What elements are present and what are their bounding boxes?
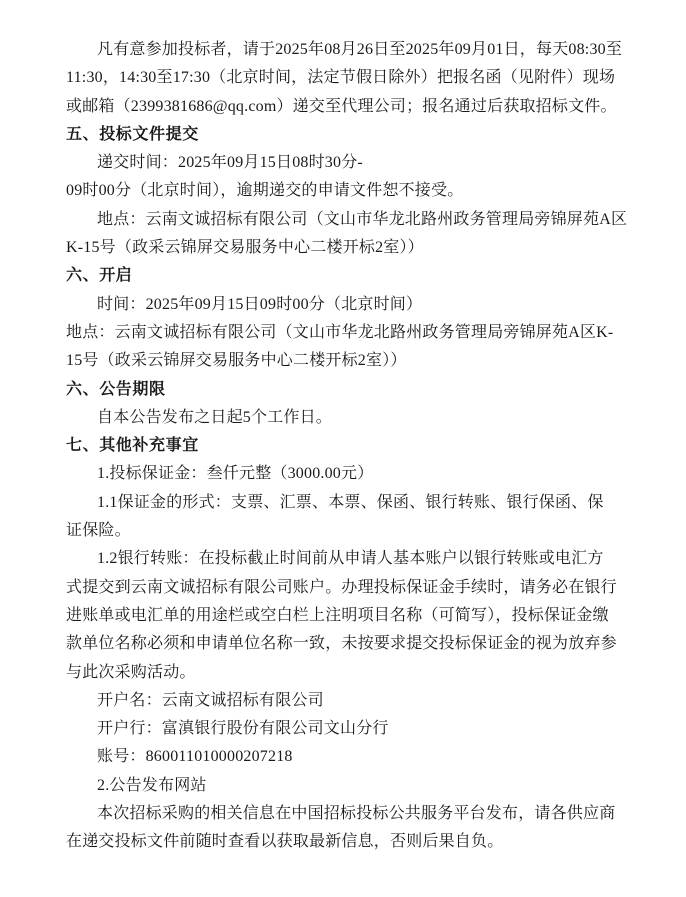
text-line: 证保险。	[66, 522, 131, 540]
text-line: 式提交到云南文诚招标有限公司账户。办理投标保证金手续时，请务必在银行	[66, 578, 617, 596]
text-line: 在递交投标文件前随时查看以获取最新信息，否则后果自负。	[66, 833, 504, 851]
text-line: 或邮箱（2399381686@qq.com）递交至代理公司；报名通过后获取招标文件。	[66, 97, 617, 115]
section-heading: 六、开启	[66, 267, 133, 285]
text-line: 递交时间：2025年09月15日08时30分-	[97, 154, 363, 172]
text-line: 09时00分（北京时间），逾期递交的申请文件恕不接受。	[66, 182, 464, 200]
text-line: 地点：云南文诚招标有限公司（文山市华龙北路州政务管理局旁锦屏苑A区	[97, 210, 628, 228]
text-line: 账号：860011010000207218	[97, 748, 293, 766]
text-line: 与此次采购活动。	[66, 663, 196, 681]
text-line: 15号（政采云锦屏交易服务中心二楼开标2室））	[66, 352, 407, 370]
text-line: 11:30，14:30至17:30（北京时间，法定节假日除外）把报名函（见附件）现场	[66, 69, 616, 87]
text-line: 开户名：云南文诚招标有限公司	[97, 691, 324, 709]
text-line: K-15号（政采云锦屏交易服务中心二楼开标2室））	[66, 239, 424, 257]
text-line: 1.1保证金的形式：支票、汇票、本票、保函、银行转账、银行保函、保	[97, 493, 604, 511]
section-heading: 七、其他补充事宜	[66, 437, 199, 455]
text-line: 本次招标采购的相关信息在中国招标投标公共服务平台发布，请各供应商	[97, 805, 616, 823]
section-heading: 五、投标文件提交	[66, 125, 199, 143]
text-line: 2.公告发布网站	[97, 776, 207, 794]
section-heading: 六、公告期限	[66, 380, 166, 398]
text-line: 地点：云南文诚招标有限公司（文山市华龙北路州政务管理局旁锦屏苑A区K-	[66, 323, 614, 341]
text-line: 进账单或电汇单的用途栏或空白栏上注明项目名称（可简写），投标保证金缴	[66, 606, 609, 624]
text-line: 凡有意参加投标者，请于2025年08月26日至2025年09月01日，每天08:30至	[97, 41, 623, 58]
text-line: 开户行：富滇银行股份有限公司文山分行	[97, 720, 389, 738]
text-line: 时间：2025年09月15日09时00分（北京时间）	[97, 295, 423, 313]
text-line: 自本公告发布之日起5个工作日。	[97, 408, 333, 426]
text-line: 款单位名称必须和申请单位名称一致，未按要求提交投标保证金的视为放弃参	[66, 635, 617, 653]
text-line: 1.2银行转账：在投标截止时间前从申请人基本账户以银行转账或电汇方	[97, 550, 604, 568]
text-line: 1.投标保证金：叁仟元整（3000.00元）	[97, 465, 374, 483]
